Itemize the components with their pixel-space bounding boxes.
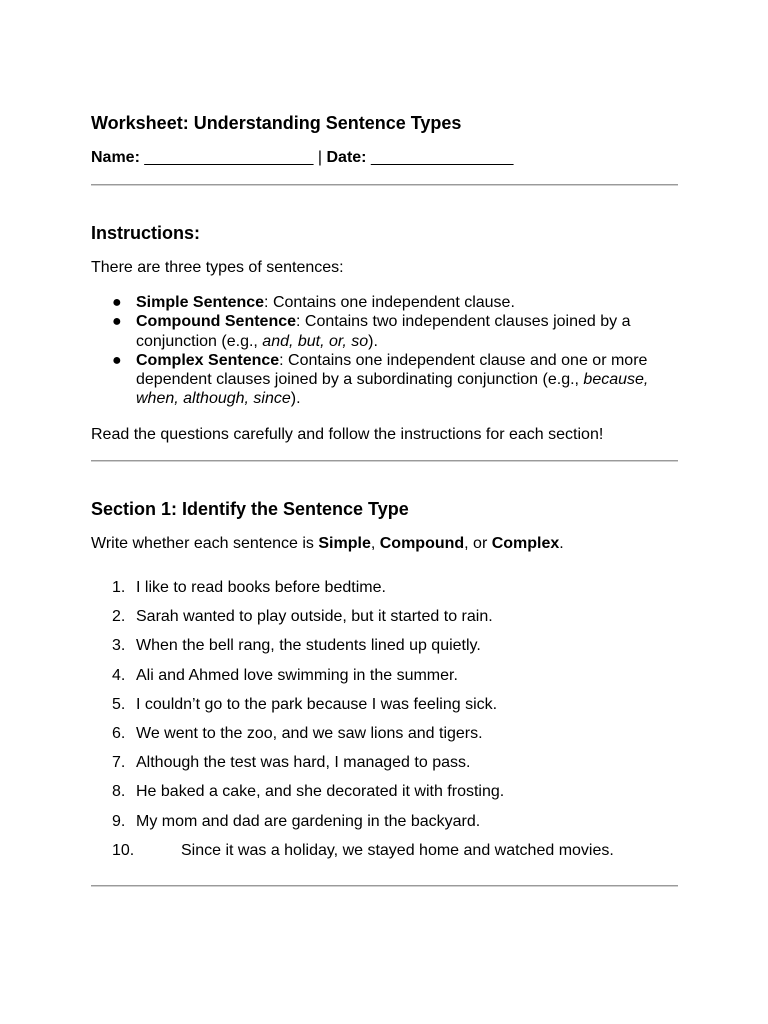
date-label: Date: bbox=[326, 149, 367, 166]
list-item bbox=[91, 351, 679, 409]
question-number: 8. bbox=[112, 783, 126, 801]
definition: : Contains one independent clause. bbox=[264, 294, 515, 311]
list-item bbox=[91, 293, 679, 312]
question-text: Sarah wanted to play outside, but it started to rain. bbox=[136, 608, 493, 626]
name-blank: ___________________ bbox=[144, 149, 314, 166]
term: Compound Sentence bbox=[136, 313, 297, 331]
sentence-type-list bbox=[91, 293, 679, 409]
divider bbox=[91, 460, 678, 462]
question-number: 1. bbox=[112, 579, 126, 596]
divider bbox=[91, 184, 678, 186]
bullet-icon: ● bbox=[112, 313, 122, 331]
instructions-heading: Instructions: bbox=[91, 223, 201, 243]
question-text: When the bell rang, the students lined up quietly. bbox=[136, 637, 481, 655]
prompt-period: . bbox=[559, 535, 564, 552]
question-number: 10. bbox=[112, 841, 135, 859]
definition-end: ). bbox=[290, 390, 301, 408]
bullet-icon: ● bbox=[112, 351, 122, 369]
list-item bbox=[91, 312, 679, 351]
prompt-comma: , bbox=[370, 535, 380, 552]
question-number: 5. bbox=[112, 695, 126, 713]
instructions-closing: Read the questions carefully and follow the instructions for each section! bbox=[91, 426, 604, 443]
worksheet-title: Worksheet: Understanding Sentence Types bbox=[91, 113, 462, 133]
section1-prompt bbox=[91, 535, 564, 553]
section1-heading: Section 1: Identify the Sentence Type bbox=[91, 499, 409, 519]
question-text: Although the test was hard, I managed to pass. bbox=[136, 754, 471, 772]
option-complex: Complex bbox=[491, 535, 560, 552]
prompt-text: Write whether each sentence is bbox=[91, 535, 319, 552]
bullet-icon: ● bbox=[112, 294, 122, 311]
name-label: Name: bbox=[91, 149, 140, 166]
term: Complex Sentence bbox=[136, 351, 280, 369]
question-number: 9. bbox=[112, 812, 126, 830]
question-text: I like to read books before bedtime. bbox=[136, 579, 386, 596]
divider bbox=[91, 885, 678, 887]
question-number: 2. bbox=[112, 608, 126, 626]
question-text: Since it was a holiday, we stayed home and watched movies. bbox=[181, 841, 614, 859]
examples: because, when, although, since bbox=[136, 371, 649, 408]
question-number: 3. bbox=[112, 637, 126, 655]
prompt-or: , or bbox=[464, 535, 492, 552]
definition: : Contains two independent clauses joined by a conjunction (e.g., bbox=[136, 313, 631, 350]
instructions-intro: There are three types of sentences: bbox=[91, 259, 344, 276]
term: Simple Sentence bbox=[136, 294, 265, 311]
question-text: I couldn’t go to the park because I was feeling sick. bbox=[136, 695, 498, 713]
option-compound: Compound bbox=[379, 535, 465, 552]
definition: : Contains one independent clause and one or more dependent clauses joined by a subordinating conjunction (e.g., bbox=[136, 351, 648, 389]
option-simple: Simple bbox=[318, 535, 371, 552]
definition-end: ). bbox=[368, 332, 378, 350]
question-text: We went to the zoo, and we saw lions and tigers. bbox=[136, 724, 483, 742]
separator: | bbox=[317, 149, 323, 166]
question-text: Ali and Ahmed love swimming in the summer. bbox=[136, 666, 458, 684]
question-number: 4. bbox=[112, 666, 126, 684]
date-blank: ________________ bbox=[370, 149, 514, 166]
question-number: 6. bbox=[112, 724, 126, 742]
examples: and, but, or, so bbox=[262, 332, 369, 350]
name-date-line bbox=[91, 149, 513, 167]
question-number: 7. bbox=[112, 754, 126, 772]
question-text: He baked a cake, and she decorated it with frosting. bbox=[136, 783, 505, 801]
question-text: My mom and dad are gardening in the backyard. bbox=[136, 812, 481, 830]
